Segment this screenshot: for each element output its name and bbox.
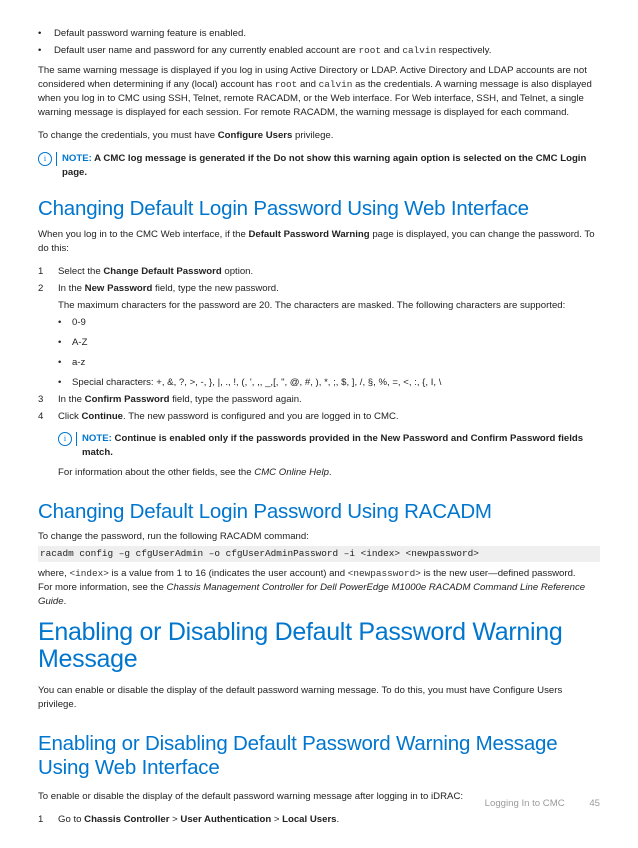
paragraph: To change the credentials, you must have Configure Users privilege. (38, 130, 334, 141)
paragraph: You can enable or disable the display of the default password warning message. To do this, you must have Configure Users privilege. (38, 685, 563, 710)
paragraph: To change the password, run the following RACADM command: (38, 531, 309, 542)
note-callout: i NOTE: Continue is enabled only if the passwords provided in the New Password and Confirm Password fields match. (58, 432, 600, 460)
list-item: • Default user name and password for any currently enabled account are root and calvin respectively. (38, 45, 492, 56)
list-item: 1 Go to Chassis Controller > User Authentication > Local Users. (38, 814, 340, 825)
footer-section-title: Logging In to CMC (484, 798, 565, 809)
bullet-icon: • (58, 357, 62, 368)
step-detail: The maximum characters for the password are 20. The characters are masked. The following characters are supported: (58, 300, 566, 311)
section-heading: Changing Default Login Password Using Web Interface (38, 197, 529, 220)
info-circle-icon: i (38, 152, 52, 166)
bullet-icon: • (38, 45, 42, 56)
steps-list (38, 265, 600, 480)
list-item: 3 In the Confirm Password field, type the password again. (38, 394, 302, 405)
page-footer (485, 797, 600, 811)
note-divider (56, 152, 57, 166)
list-item: 1 Select the Change Default Password option. (38, 266, 254, 277)
paragraph: The same warning message is displayed if you log in using Active Directory or LDAP. Active Directory and LDAP accounts are not considered when determining if any (local) account has root and calvin as the credentials. A warning message is also displayed when you log in to CMC using SSH, Telnet, remote RACADM, or the Web interface. For Web interface, SSH, and Telnet, a single warning message is displayed for each session. For remote RACADM, the warning message is displayed for each command. (38, 65, 592, 118)
other-fields-text: For information about the other fields, see the CMC Online Help. (58, 467, 332, 478)
section-heading: Changing Default Login Password Using RACADM (38, 500, 492, 523)
bullet-icon: • (58, 377, 62, 388)
list-item: • A-Z (58, 337, 88, 348)
paragraph: When you log in to the CMC Web interface, if the Default Password Warning page is displayed, you can change the password. To do this: (38, 229, 595, 254)
note-divider (76, 432, 77, 446)
paragraph: For more information, see the Chassis Management Controller for Dell PowerEdge M1000e RACADM Command Line Reference Guide. (38, 582, 586, 607)
bullet-icon: • (38, 28, 42, 39)
list-item: • Special characters: +, &, ?, >, -, }, |, ., !, (, ', ,, _,[, ", @, #, ), *, ;, $, ], /, §, %, =, <, :, {, I, \ (58, 377, 442, 388)
chapter-heading: Enabling or Disabling Default Password Warning Message (38, 618, 563, 673)
intro-bullet-list (38, 27, 600, 58)
info-circle-icon: i (58, 432, 72, 446)
bullet-icon: • (58, 317, 62, 328)
paragraph: where, <index> is a value from 1 to 16 (indicates the user account) and <newpassword> is the new user—defined password. (38, 568, 576, 579)
paragraph: To enable or disable the display of the default password warning message after logging in to iDRAC: (38, 791, 464, 802)
list-item: • 0-9 (58, 317, 86, 328)
list-item: • Default password warning feature is enabled. (38, 28, 246, 39)
command-block: racadm config –g cfgUserAdmin –o cfgUserAdminPassword –i <index> <newpassword> (38, 546, 600, 562)
page-number: 45 (589, 798, 600, 809)
page-content (38, 27, 600, 830)
list-item: 4 Click Continue. The new password is configured and you are logged in to CMC. i NOTE: Continue is enabled only if the passwords provided in the New Password and Confirm Password fields match. For information about the other fields, see the CMC Online Help. (38, 410, 600, 480)
note-callout: i NOTE: A CMC log message is generated if the Do not show this warning again option is selected on the CMC Login page. (38, 152, 600, 180)
list-item: • a-z (58, 357, 86, 368)
section-heading: Enabling or Disabling Default Password Warning Message Using Web Interface (38, 732, 558, 779)
list-item: 2 In the New Password field, type the new password. The maximum characters for the password are 20. The characters are masked. The following characters are supported: • 0-9 • A-Z • a-z • Special characters: +, &, ?, >, -, }, |, ., !, (, ', ,, _,[, ", @, #, ), *, ;, $, ], /, §, %, =, <, :, {, I, \ (38, 282, 600, 390)
steps-list (38, 813, 600, 827)
supported-characters-list (58, 316, 600, 390)
bullet-icon: • (58, 337, 62, 348)
